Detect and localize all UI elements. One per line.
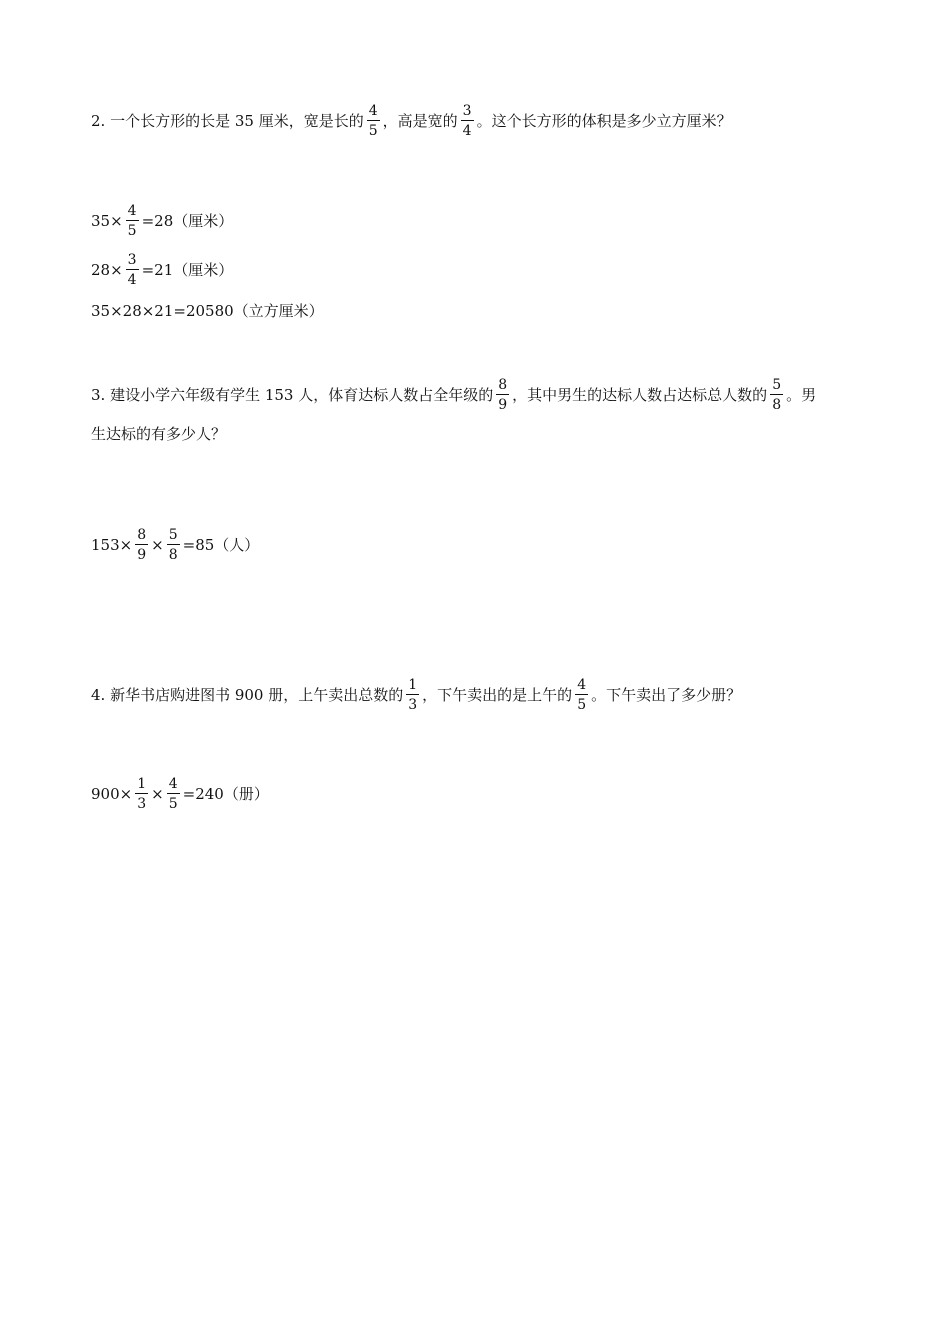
- denominator: 5: [127, 223, 137, 239]
- solution-text: =240（册）: [182, 785, 269, 803]
- denominator: 8: [772, 397, 782, 413]
- numerator: 4: [577, 677, 587, 693]
- fraction: [167, 527, 180, 563]
- numerator: 8: [137, 527, 147, 543]
- fraction: [135, 776, 148, 812]
- denominator: 4: [462, 123, 472, 139]
- problem-3-question-line-2: [91, 424, 226, 444]
- problem-3-solution: [91, 527, 259, 563]
- fraction: [167, 776, 180, 812]
- denominator: 5: [168, 796, 178, 812]
- numerator: 5: [772, 377, 782, 393]
- numerator: 3: [462, 103, 472, 119]
- problem-4-question: [91, 677, 741, 713]
- fraction: [461, 103, 474, 139]
- numerator: 4: [168, 776, 178, 792]
- numerator: 1: [137, 776, 147, 792]
- question-text: 。下午卖出了多少册？: [591, 686, 742, 704]
- question-text: 3. 建设小学六年级有学生 153 人，体育达标人数占全年级的: [91, 386, 494, 404]
- solution-text: 153×: [91, 536, 133, 554]
- solution-text: ×: [151, 785, 164, 803]
- numerator: 4: [368, 103, 378, 119]
- denominator: 3: [137, 796, 147, 812]
- question-text: 4. 新华书店购进图书 900 册，上午卖出总数的: [91, 686, 404, 704]
- solution-text: 35×28×21=20580（立方厘米）: [91, 302, 324, 320]
- solution-text: =85（人）: [182, 536, 260, 554]
- question-text: 生达标的有多少人？: [91, 425, 227, 443]
- numerator: 3: [127, 252, 137, 268]
- denominator: 4: [127, 272, 137, 288]
- solution-text: 28×: [91, 261, 123, 279]
- fraction: [126, 252, 139, 288]
- fraction: [367, 103, 380, 139]
- numerator: 1: [408, 677, 418, 693]
- numerator: 8: [498, 377, 508, 393]
- numerator: 4: [127, 203, 137, 219]
- question-text: ，下午卖出的是上午的: [422, 686, 573, 704]
- denominator: 9: [498, 397, 508, 413]
- fraction: [575, 677, 588, 713]
- question-text: ，其中男生的达标人数占达标总人数的: [512, 386, 768, 404]
- numerator: 5: [168, 527, 178, 543]
- solution-text: 35×: [91, 212, 123, 230]
- denominator: 3: [408, 697, 418, 713]
- denominator: 5: [577, 697, 587, 713]
- solution-text: 900×: [91, 785, 133, 803]
- fraction: [496, 377, 509, 413]
- problem-4-solution: [91, 776, 269, 812]
- solution-text: =21（厘米）: [141, 261, 234, 279]
- denominator: 8: [168, 547, 178, 563]
- fraction: [770, 377, 783, 413]
- denominator: 5: [368, 123, 378, 139]
- fraction: [126, 203, 139, 239]
- question-text: 。男: [786, 386, 817, 404]
- denominator: 9: [137, 547, 147, 563]
- problem-2-solution-step-3: [91, 301, 324, 321]
- fraction: [135, 527, 148, 563]
- problem-2-solution-step-1: [91, 203, 233, 239]
- problem-2-question: [91, 103, 732, 139]
- problem-2-solution-step-2: [91, 252, 233, 288]
- question-text: 2. 一个长方形的长是 35 厘米，宽是长的: [91, 112, 364, 130]
- problem-3-question: [91, 377, 816, 413]
- fraction: [406, 677, 419, 713]
- question-text: 。这个长方形的体积是多少立方厘米？: [476, 112, 732, 130]
- question-text: ，高是宽的: [382, 112, 458, 130]
- solution-text: =28（厘米）: [141, 212, 234, 230]
- solution-text: ×: [151, 536, 164, 554]
